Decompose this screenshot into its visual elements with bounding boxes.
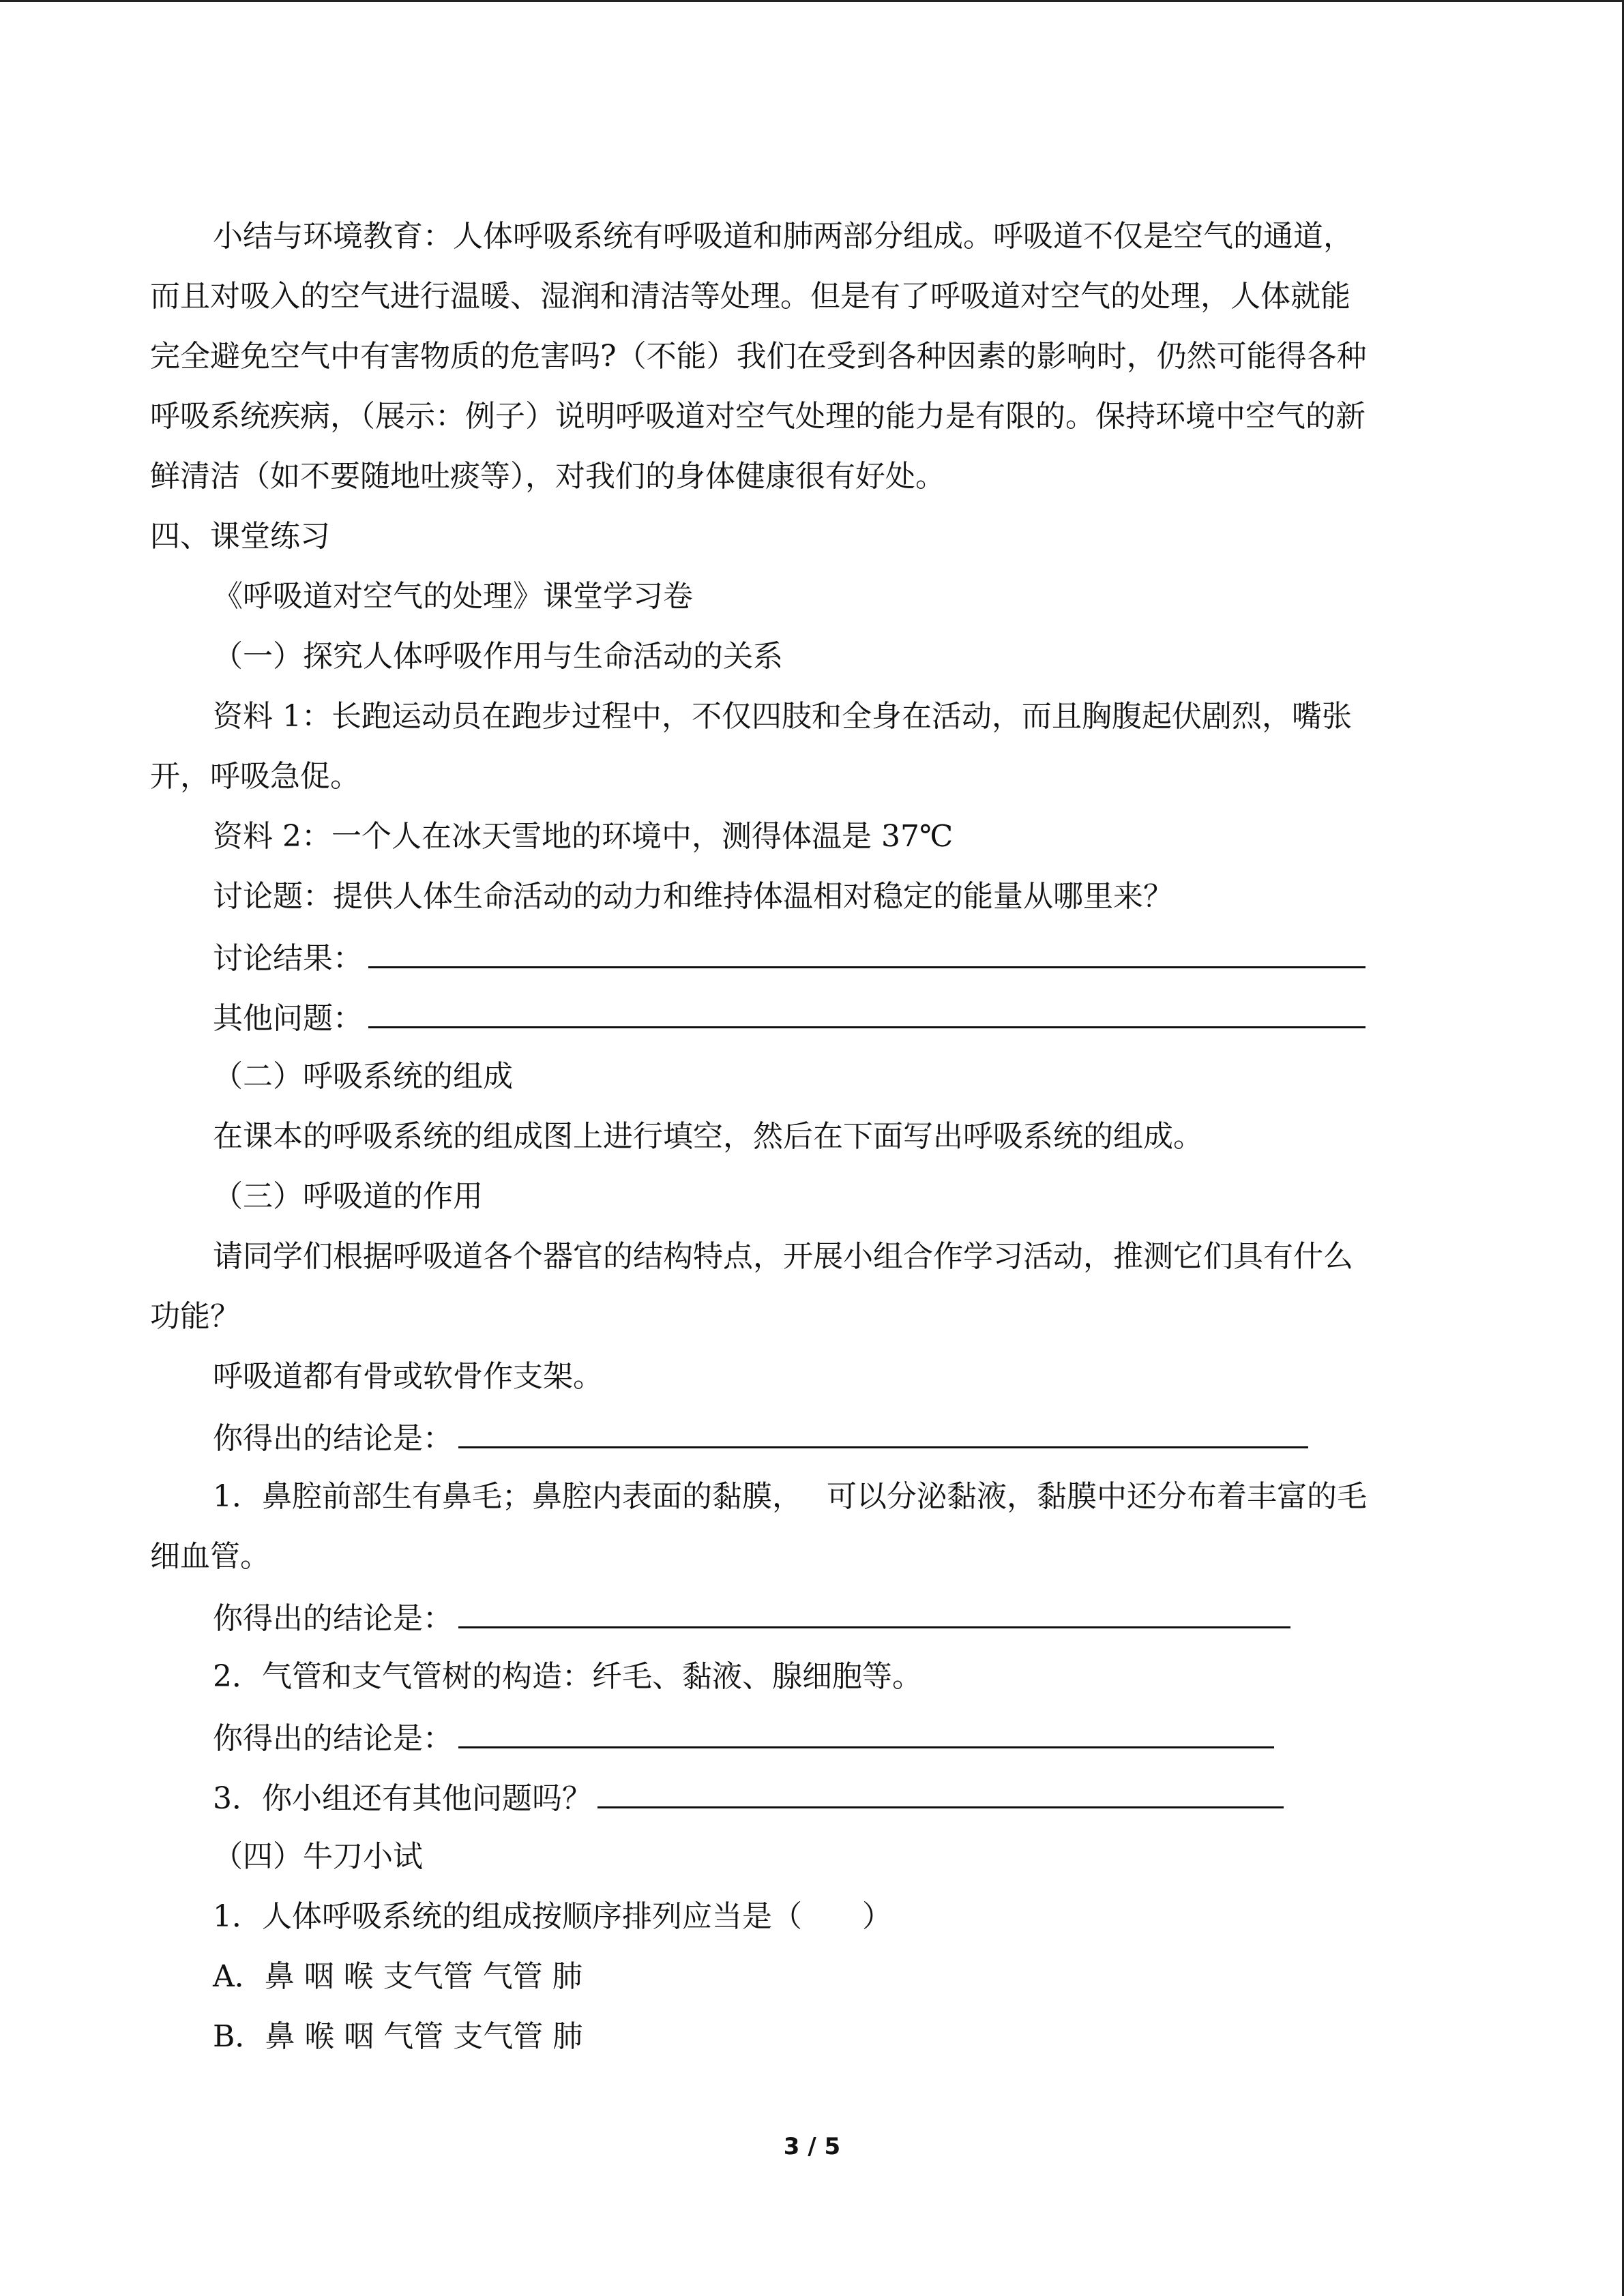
conclusion-label: 你得出的结论是： [213,1721,453,1756]
material1-line-2: 开，呼吸急促。 [150,759,360,794]
part4-heading: （四）牛刀小试 [213,1839,423,1874]
option-a: A．鼻 咽 喉 支气管 气管 肺 [213,1959,582,1994]
discussion-result-row [213,936,1365,977]
conclusion-blank-2[interactable] [458,1716,1274,1748]
conclusion-blank-1[interactable] [458,1596,1290,1628]
conclusion-row-2 [213,1716,1274,1757]
summary-line-5: 鲜清洁（如不要随地吐痰等），对我们的身体健康很有好处。 [150,459,945,494]
material2: 资料 2：一个人在冰天雪地的环境中，测得体温是 37℃ [213,819,954,854]
other-questions-label: 其他问题： [213,1001,363,1036]
conclusion-row-1 [213,1596,1290,1637]
part2-heading: （二）呼吸系统的组成 [213,1059,513,1094]
option-b: B．鼻 喉 咽 气管 支气管 肺 [213,2019,583,2054]
conclusion-row-0 [213,1416,1308,1457]
part3-item3-label: 3．你小组还有其他问题吗？ [213,1781,592,1816]
part3-prompt-line-2: 功能？ [150,1299,240,1334]
worksheet-title: 《呼吸道对空气的处理》课堂学习卷 [213,579,693,614]
summary-line-1: 小结与环境教育：人体呼吸系统有呼吸道和肺两部分组成。呼吸道不仅是空气的通道， [213,219,1353,254]
part3-heading: （三）呼吸道的作用 [213,1179,483,1214]
part3-item2: 2．气管和支气管树的构造：纤毛、黏液、腺细胞等。 [213,1659,922,1694]
conclusion-label: 你得出的结论是： [213,1421,453,1456]
part1-heading: （一）探究人体呼吸作用与生命活动的关系 [213,639,783,674]
part2-instruction: 在课本的呼吸系统的组成图上进行填空，然后在下面写出呼吸系统的组成。 [213,1119,1203,1154]
other-questions-row [213,996,1365,1037]
discussion-result-blank[interactable] [368,936,1365,968]
part3-prompt-line-1: 请同学们根据呼吸道各个器官的结构特点，开展小组合作学习活动，推测它们具有什么 [213,1239,1353,1274]
summary-line-2: 而且对吸入的空气进行温暖、湿润和清洁等处理。但是有了呼吸道对空气的处理，人体就能 [150,279,1350,314]
part3-item3-row [213,1776,1284,1817]
part3-item3-blank[interactable] [597,1776,1284,1808]
section-heading: 四、课堂练习 [150,519,330,554]
page-number: 3 / 5 [783,2133,841,2160]
conclusion-blank-0[interactable] [458,1416,1308,1448]
part3-item1-line-2: 细血管。 [150,1539,270,1574]
summary-line-4: 呼吸系统疾病，（展示：例子）说明呼吸道对空气处理的能力是有限的。保持环境中空气的新 [150,399,1365,434]
part3-item1-line-1: 1．鼻腔前部生有鼻毛；鼻腔内表面的黏膜， 可以分泌黏液，黏膜中还分布着丰富的毛 [213,1479,1367,1514]
part3-statement: 呼吸道都有骨或软骨作支架。 [213,1359,603,1394]
material1-line-1: 资料 1：长跑运动员在跑步过程中，不仅四肢和全身在活动，而且胸腹起伏剧烈，嘴张 [213,699,1352,734]
conclusion-label: 你得出的结论是： [213,1601,453,1636]
other-questions-blank[interactable] [368,996,1365,1028]
summary-line-3: 完全避免空气中有害物质的危害吗?（不能）我们在受到各种因素的影响时，仍然可能得各种 [150,339,1367,374]
discussion-result-label: 讨论结果： [213,941,363,976]
question-1: 1．人体呼吸系统的组成按顺序排列应当是（ ） [213,1899,892,1934]
discussion-question: 讨论题：提供人体生命活动的动力和维持体温相对稳定的能量从哪里来？ [213,879,1173,914]
